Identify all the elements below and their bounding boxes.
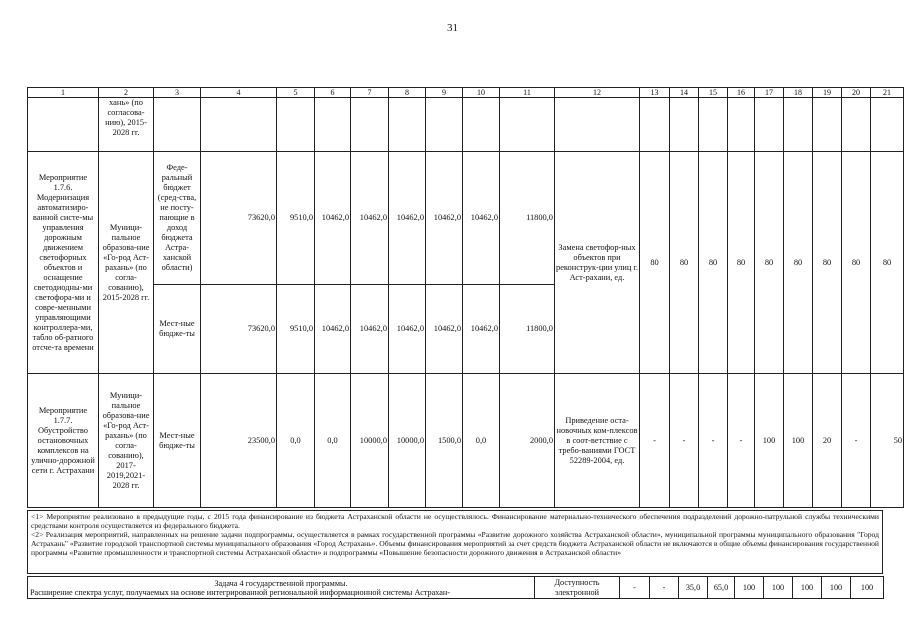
program-table xyxy=(27,87,904,508)
footnotes xyxy=(27,510,883,574)
task-value: 100 xyxy=(764,577,793,599)
indicator-cell: Замена светофор-ных объектов при реконструк-ции улиц г. Аст-рахани, ед. xyxy=(555,152,640,374)
value-cell: 23500,0 xyxy=(201,374,277,508)
task-value: - xyxy=(620,577,650,599)
value-cell: 11800,0 xyxy=(500,152,555,285)
target-cell: - xyxy=(842,374,871,508)
executor-cell: хань» (по согласова-нию), 2015-2028 гг. xyxy=(99,98,154,152)
task-value: 35,0 xyxy=(679,577,708,599)
target-cell: 20 xyxy=(813,374,842,508)
funding-source: Мест-ные бюдже-ты xyxy=(154,374,201,508)
target-cell: - xyxy=(699,374,728,508)
col-num: 18 xyxy=(784,88,813,98)
target-cell: - xyxy=(728,374,755,508)
col-num: 5 xyxy=(277,88,315,98)
funding-source: Мест-ные бюдже-ты xyxy=(154,285,201,374)
col-num: 10 xyxy=(463,88,500,98)
page-number: 31 xyxy=(447,22,458,34)
task-value: 100 xyxy=(851,577,884,599)
target-cell: - xyxy=(670,374,699,508)
col-num: 4 xyxy=(201,88,277,98)
task-title: Задача 4 государственной программы. xyxy=(214,578,348,588)
task-value: 100 xyxy=(822,577,851,599)
value-cell: 10462,0 xyxy=(426,285,463,374)
col-num: 3 xyxy=(154,88,201,98)
value-cell: 10462,0 xyxy=(463,152,500,285)
value-cell: 0,0 xyxy=(277,374,315,508)
col-num: 9 xyxy=(426,88,463,98)
target-cell: 80 xyxy=(755,152,784,374)
target-cell: 80 xyxy=(813,152,842,374)
value-cell: 10462,0 xyxy=(389,152,426,285)
col-num: 1 xyxy=(28,88,99,98)
task-value: 100 xyxy=(735,577,764,599)
executor-cell: Муници-пальное образова-ние «Го-род Аст-рахань» (по согла-сованию), 2015-2028 гг. xyxy=(99,152,154,374)
value-cell: 9510,0 xyxy=(277,285,315,374)
value-cell: 11800,0 xyxy=(500,285,555,374)
target-cell: 100 xyxy=(784,374,813,508)
target-cell: 80 xyxy=(728,152,755,374)
value-cell: 0,0 xyxy=(463,374,500,508)
task-value: - xyxy=(650,577,679,599)
task-row xyxy=(28,577,884,599)
col-num: 14 xyxy=(670,88,699,98)
table-row-176a xyxy=(28,152,904,285)
col-num: 13 xyxy=(640,88,670,98)
col-num: 2 xyxy=(99,88,154,98)
continuation-row xyxy=(28,98,904,152)
target-cell: 100 xyxy=(755,374,784,508)
value-cell: 10462,0 xyxy=(389,285,426,374)
target-cell: 80 xyxy=(784,152,813,374)
measure-name: Мероприятие 1.7.7. Обустройство остановочных комплексов на улично-дорожной сети г. Астрахани xyxy=(28,374,99,508)
measure-name: Мероприятие 1.7.6. Модернизация автоматизиро-ванной систе-мы управления дорожным движением светофорных объектов и оснащение светодиодны-ми светофора-ми и совре-менными управляющими контроллера-ми, табло об-ратного отсче-та времени xyxy=(28,152,99,374)
value-cell: 10000,0 xyxy=(351,374,389,508)
col-num: 17 xyxy=(755,88,784,98)
target-cell: 50 xyxy=(871,374,904,508)
value-cell: 1500,0 xyxy=(426,374,463,508)
indicator-cell: Приведение оста-новочных ком-плексов в соот-ветствие с требо-ваниями ГОСТ 52289-2004, ед. xyxy=(555,374,640,508)
value-cell: 10000,0 xyxy=(389,374,426,508)
target-cell: 80 xyxy=(670,152,699,374)
task-indicator: Доступность электронной xyxy=(535,577,620,599)
task-value: 65,0 xyxy=(708,577,735,599)
value-cell: 10462,0 xyxy=(426,152,463,285)
col-num: 11 xyxy=(500,88,555,98)
funding-source: Феде-ральный бюджет (сред-ства, не посту-пающие в доход бюджета Астра-ханской области) xyxy=(154,152,201,285)
task-table xyxy=(27,576,884,599)
column-number-row xyxy=(28,88,904,98)
task-value: 100 xyxy=(793,577,822,599)
task-heading xyxy=(28,577,535,599)
value-cell: 10462,0 xyxy=(351,285,389,374)
value-cell: 10462,0 xyxy=(315,152,351,285)
footnote-1: <1> Мероприятие реализовано в предыдущие годы, с 2015 года финансирование из бюджета Астраханской области не осуществлялось. Финансирование материально-технического обеспечения подразделений дорожно-патрульной службы техническими средствами контроля осуществляется из федерального бюджета. xyxy=(31,512,879,530)
target-cell: 80 xyxy=(699,152,728,374)
executor-cell: Муници-пальное образова-ние «Го-род Аст-рахань» (по согла-сованию), 2017-2019,2021-2028 гг. xyxy=(99,374,154,508)
col-num: 15 xyxy=(699,88,728,98)
value-cell: 0,0 xyxy=(315,374,351,508)
target-cell: 80 xyxy=(640,152,670,374)
table-row-177 xyxy=(28,374,904,508)
col-num: 21 xyxy=(871,88,904,98)
target-cell: 80 xyxy=(871,152,904,374)
col-num: 16 xyxy=(728,88,755,98)
col-num: 7 xyxy=(351,88,389,98)
value-cell: 10462,0 xyxy=(351,152,389,285)
col-num: 20 xyxy=(842,88,871,98)
value-cell: 73620,0 xyxy=(201,285,277,374)
col-num: 8 xyxy=(389,88,426,98)
task-description: Расширение спектра услуг, получаемых на основе интегрированной региональной информационной системы Астрахан- xyxy=(30,587,450,597)
value-cell: 10462,0 xyxy=(315,285,351,374)
footnote-2: <2> Реализация мероприятий, направленных на решение задачи подпрограммы, осуществляется в рамках государственной программы «Развитие дорожного хозяйства Астраханской области», муниципальной программы муниципального образования "Город Астрахань" «Развитие городской транспортной системы муниципального образования «Город Астрахань». Объемы финансирования мероприятий за счет средств бюджета Астраханской области не включаются в общие объемы финансирования государственной программы «Развитие промышленности и транспортной системы Астраханской области» и подпрограммы «Повышение безопасности дорожного движения в Астраханской области» xyxy=(31,530,879,557)
col-num: 19 xyxy=(813,88,842,98)
col-num: 6 xyxy=(315,88,351,98)
target-cell: - xyxy=(640,374,670,508)
value-cell: 2000,0 xyxy=(500,374,555,508)
value-cell: 10462,0 xyxy=(463,285,500,374)
col-num: 12 xyxy=(555,88,640,98)
value-cell: 9510,0 xyxy=(277,152,315,285)
target-cell: 80 xyxy=(842,152,871,374)
value-cell: 73620,0 xyxy=(201,152,277,285)
